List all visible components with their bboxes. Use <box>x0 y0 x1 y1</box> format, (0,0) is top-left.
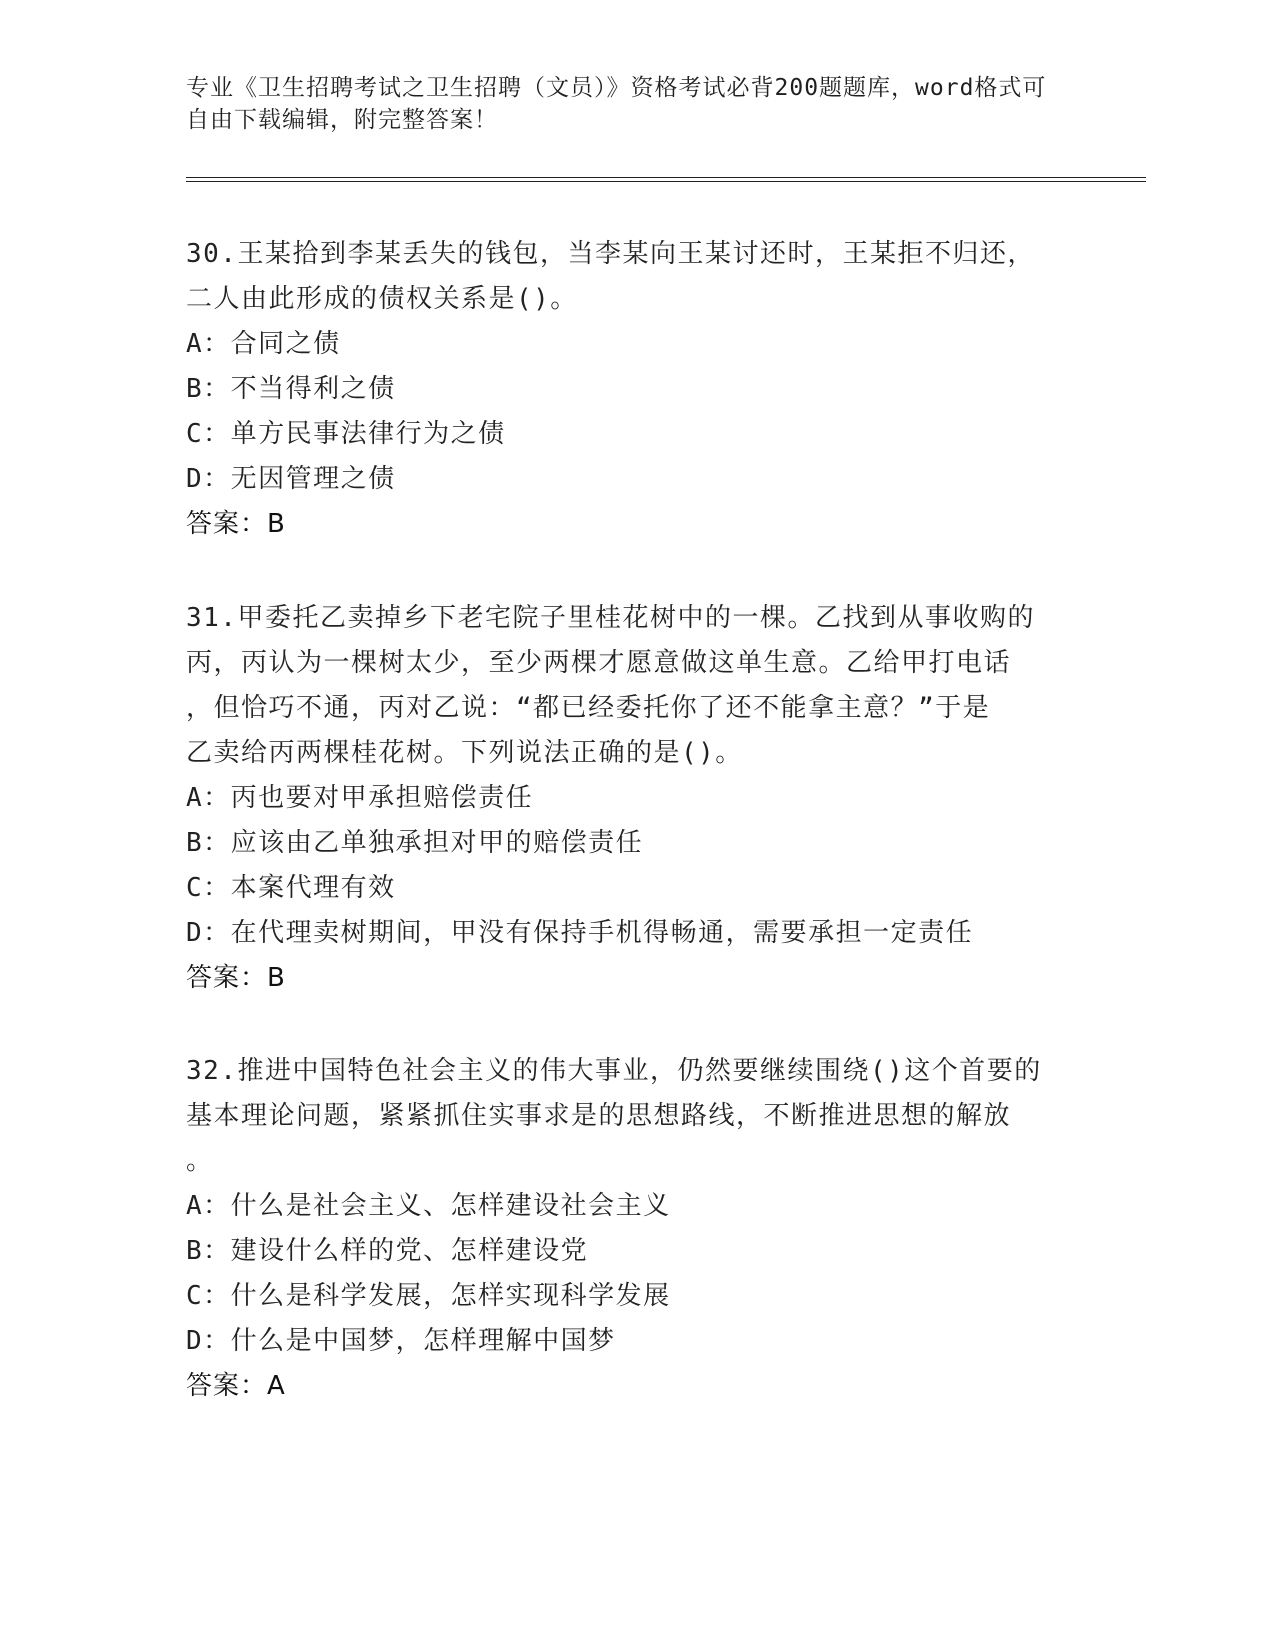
question-30 <box>186 232 1076 547</box>
option-d: D：什么是中国梦，怎样理解中国梦 <box>186 1326 616 1356</box>
question-31 <box>186 596 1076 1001</box>
question-stem: 31.甲委托乙卖掉乡下老宅院子里桂花树中的一棵。乙找到从事收购的 丙，丙认为一棵树太少，至少两棵才愿意做这单生意。乙给甲打电话 ，但恰巧不通，丙对乙说：“都已经委托你了还不能拿主意？”于是 乙卖给丙两棵桂花树。下列说法正确的是()。 <box>186 603 1035 768</box>
header-divider-bottom <box>186 181 1146 182</box>
option-d: D：无因管理之债 <box>186 464 396 494</box>
option-a: A：丙也要对甲承担赔偿责任 <box>186 783 534 813</box>
question-stem: 32.推进中国特色社会主义的伟大事业，仍然要继续围绕()这个首要的 基本理论问题，紧紧抓住实事求是的思想路线，不断推进思想的解放 。 <box>186 1056 1042 1176</box>
option-c: C：单方民事法律行为之债 <box>186 419 506 449</box>
option-list <box>186 1184 1076 1364</box>
header-divider-top <box>186 177 1146 178</box>
option-list <box>186 322 1076 502</box>
option-c: C：什么是科学发展，怎样实现科学发展 <box>186 1281 671 1311</box>
option-d: D：在代理卖树期间，甲没有保持手机得畅通，需要承担一定责任 <box>186 918 974 948</box>
option-b: B：应该由乙单独承担对甲的赔偿责任 <box>186 828 644 858</box>
option-a: A：合同之债 <box>186 329 341 359</box>
option-b: B：不当得利之债 <box>186 374 396 404</box>
option-list <box>186 776 1076 956</box>
option-c: C：本案代理有效 <box>186 873 396 903</box>
option-a: A：什么是社会主义、怎样建设社会主义 <box>186 1191 671 1221</box>
answer-line: 答案：A <box>186 1371 286 1401</box>
question-32 <box>186 1049 1076 1409</box>
document-header: 专业《卫生招聘考试之卫生招聘（文员）》资格考试必背200题题库，word格式可自由下载编辑，附完整答案！ <box>186 75 1047 133</box>
answer-line: 答案：B <box>186 509 286 539</box>
option-b: B：建设什么样的党、怎样建设党 <box>186 1236 589 1266</box>
answer-line: 答案：B <box>186 963 286 993</box>
question-stem: 30.王某拾到李某丢失的钱包，当李某向王某讨还时，王某拒不归还， 二人由此形成的债权关系是()。 <box>186 239 1035 314</box>
